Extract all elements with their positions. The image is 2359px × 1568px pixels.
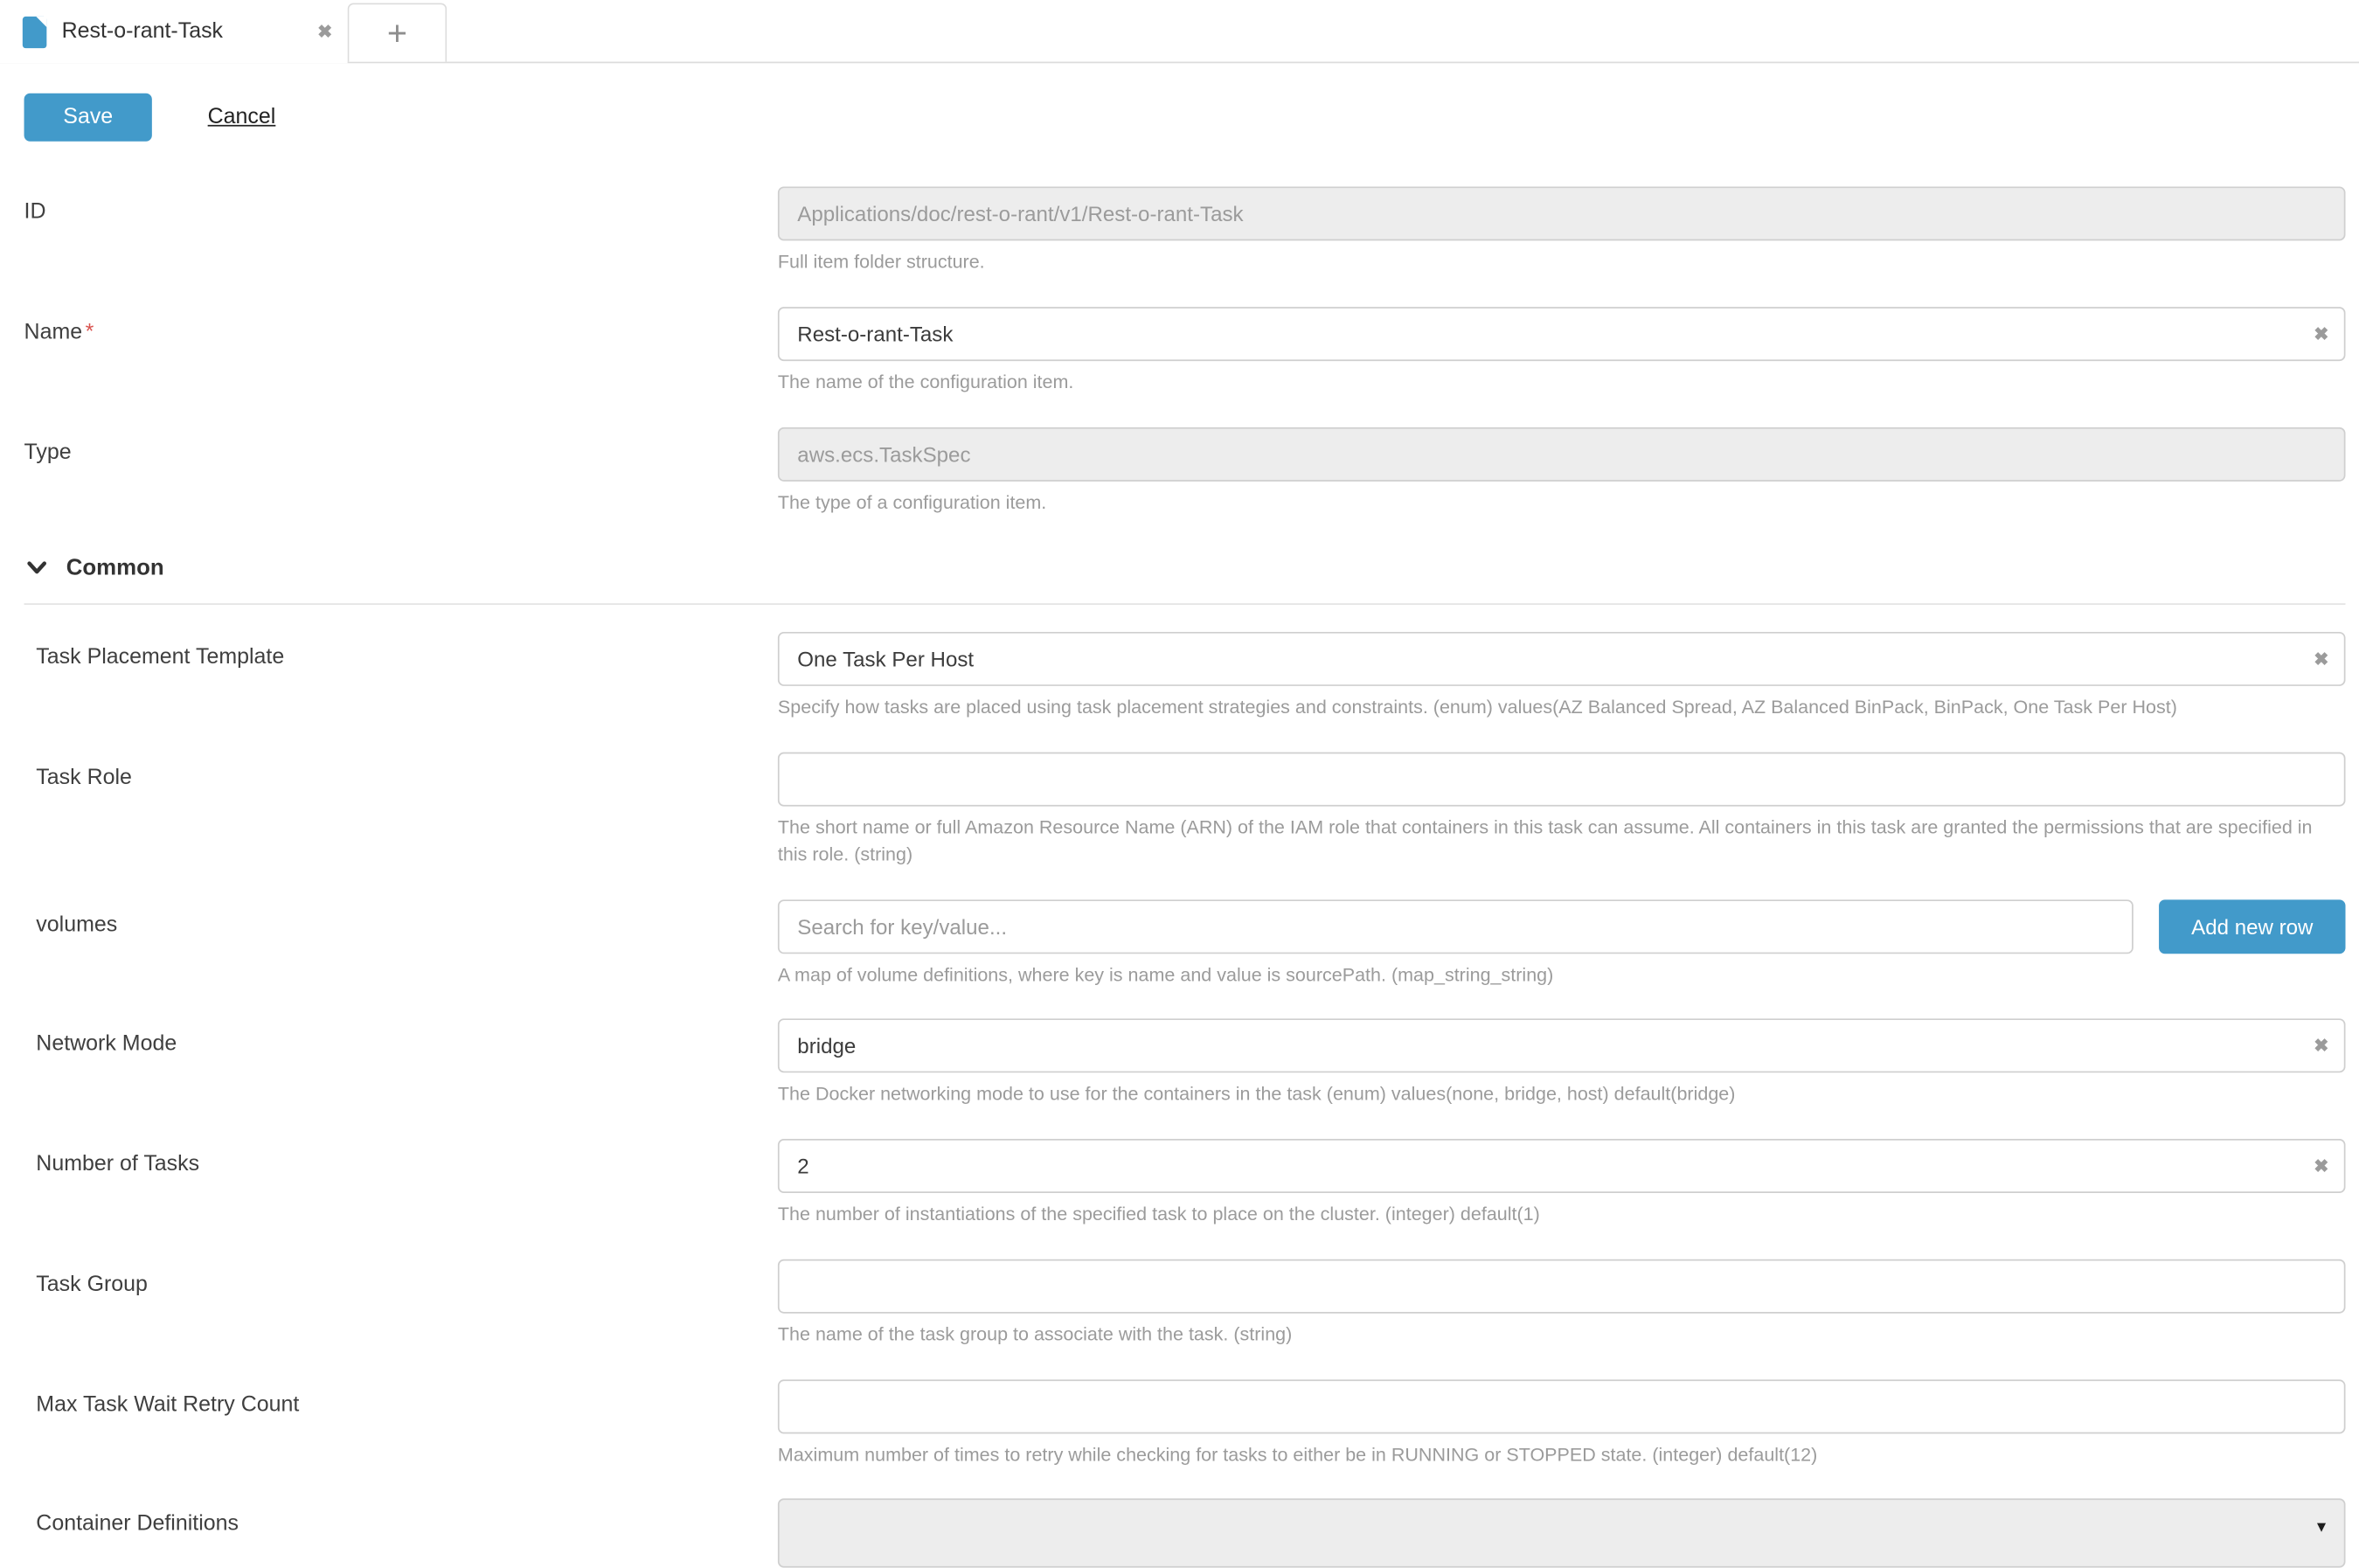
row-name bbox=[0, 307, 2359, 397]
toolbar bbox=[0, 63, 2359, 142]
network-mode-help-text: The Docker networking mode to use for the containers in the task (enum) values(none, bridge, host) default(bridge) bbox=[777, 1083, 1736, 1105]
tab-close-icon[interactable]: ✖ bbox=[317, 21, 333, 43]
task-role-input[interactable] bbox=[778, 753, 2346, 807]
task-group-help-text: The name of the task group to associate with the task. (string) bbox=[777, 1323, 1293, 1345]
number-of-tasks-input[interactable] bbox=[778, 1139, 2346, 1193]
volumes-label: volumes bbox=[36, 912, 118, 937]
name-help-text: The name of the configuration item. bbox=[777, 371, 1074, 392]
plus-icon: + bbox=[386, 12, 407, 52]
add-new-row-button[interactable]: Add new row bbox=[2159, 898, 2345, 953]
max-task-wait-retry-count-help-text: Maximum number of times to retry while checking for tasks to either be in RUNNING or STOPPED state. (integer) default(12) bbox=[777, 1443, 1818, 1465]
common-section-header[interactable] bbox=[0, 546, 2359, 581]
new-tab-button[interactable] bbox=[348, 3, 448, 61]
tab-bar bbox=[0, 0, 2359, 63]
clear-icon[interactable]: ✖ bbox=[2314, 1155, 2329, 1177]
id-help-text: Full item folder structure. bbox=[777, 251, 985, 273]
row-number-of-tasks bbox=[0, 1139, 2359, 1229]
type-help-text: The type of a configuration item. bbox=[777, 491, 1047, 513]
network-mode-label: Network Mode bbox=[36, 1032, 177, 1057]
document-icon bbox=[23, 16, 47, 47]
task-group-label: Task Group bbox=[36, 1272, 148, 1297]
row-container-definitions bbox=[0, 1499, 2359, 1568]
id-input bbox=[778, 186, 2346, 240]
number-of-tasks-help-text: The number of instantiations of the specified task to place on the cluster. (integer) default(1) bbox=[777, 1204, 1540, 1225]
task-role-label: Task Role bbox=[36, 766, 132, 790]
task-placement-template-help-text: Specify how tasks are placed using task placement strategies and constraints. (enum) values(AZ Balanced Spread, AZ Balanced BinPack, BinPack, One Task Per Host) bbox=[777, 697, 2177, 718]
dropdown-arrow-icon: ▼ bbox=[2314, 1519, 2329, 1537]
max-task-wait-retry-count-input[interactable] bbox=[778, 1379, 2346, 1433]
tab-rest-o-rant-task[interactable] bbox=[0, 0, 348, 63]
required-asterisk: * bbox=[85, 320, 94, 344]
row-volumes bbox=[0, 898, 2359, 989]
section-divider bbox=[24, 604, 2346, 606]
container-definitions-select[interactable] bbox=[778, 1499, 2346, 1568]
cancel-link[interactable]: Cancel bbox=[207, 105, 276, 130]
name-input[interactable] bbox=[778, 307, 2346, 361]
task-placement-template-input[interactable] bbox=[778, 632, 2346, 686]
type-input bbox=[778, 427, 2346, 481]
task-role-help-text: The short name or full Amazon Resource Name (ARN) of the IAM role that containers in this task can assume. All containers in this task are granted the permissions that are specified in this role. (string) bbox=[777, 816, 2313, 865]
clear-icon[interactable]: ✖ bbox=[2314, 1035, 2329, 1057]
id-label: ID bbox=[24, 199, 46, 225]
task-group-input[interactable] bbox=[778, 1259, 2346, 1313]
row-max-task-wait-retry-count bbox=[0, 1379, 2359, 1469]
tab-title: Rest-o-rant-Task bbox=[61, 19, 224, 44]
row-task-group bbox=[0, 1259, 2359, 1349]
clear-icon[interactable]: ✖ bbox=[2314, 649, 2329, 670]
name-label: Name * bbox=[24, 320, 94, 344]
ci-form bbox=[0, 186, 2359, 1568]
task-placement-template-label: Task Placement Template bbox=[36, 645, 285, 670]
network-mode-input[interactable] bbox=[778, 1019, 2346, 1073]
row-id bbox=[0, 186, 2359, 276]
volumes-search-input[interactable] bbox=[778, 898, 2134, 953]
type-label: Type bbox=[24, 440, 72, 465]
clear-icon[interactable]: ✖ bbox=[2314, 323, 2329, 344]
row-task-placement-template bbox=[0, 632, 2359, 722]
container-definitions-label: Container Definitions bbox=[36, 1512, 239, 1537]
chevron-down-icon bbox=[27, 561, 46, 574]
row-task-role bbox=[0, 753, 2359, 869]
common-section-title: Common bbox=[66, 555, 164, 581]
volumes-help-text: A map of volume definitions, where key is name and value is sourcePath. (map_string_string) bbox=[777, 963, 1554, 985]
max-task-wait-retry-count-label: Max Task Wait Retry Count bbox=[36, 1392, 300, 1417]
number-of-tasks-label: Number of Tasks bbox=[36, 1152, 200, 1177]
row-type bbox=[0, 427, 2359, 517]
row-network-mode bbox=[0, 1019, 2359, 1109]
save-button[interactable]: Save bbox=[24, 94, 152, 142]
